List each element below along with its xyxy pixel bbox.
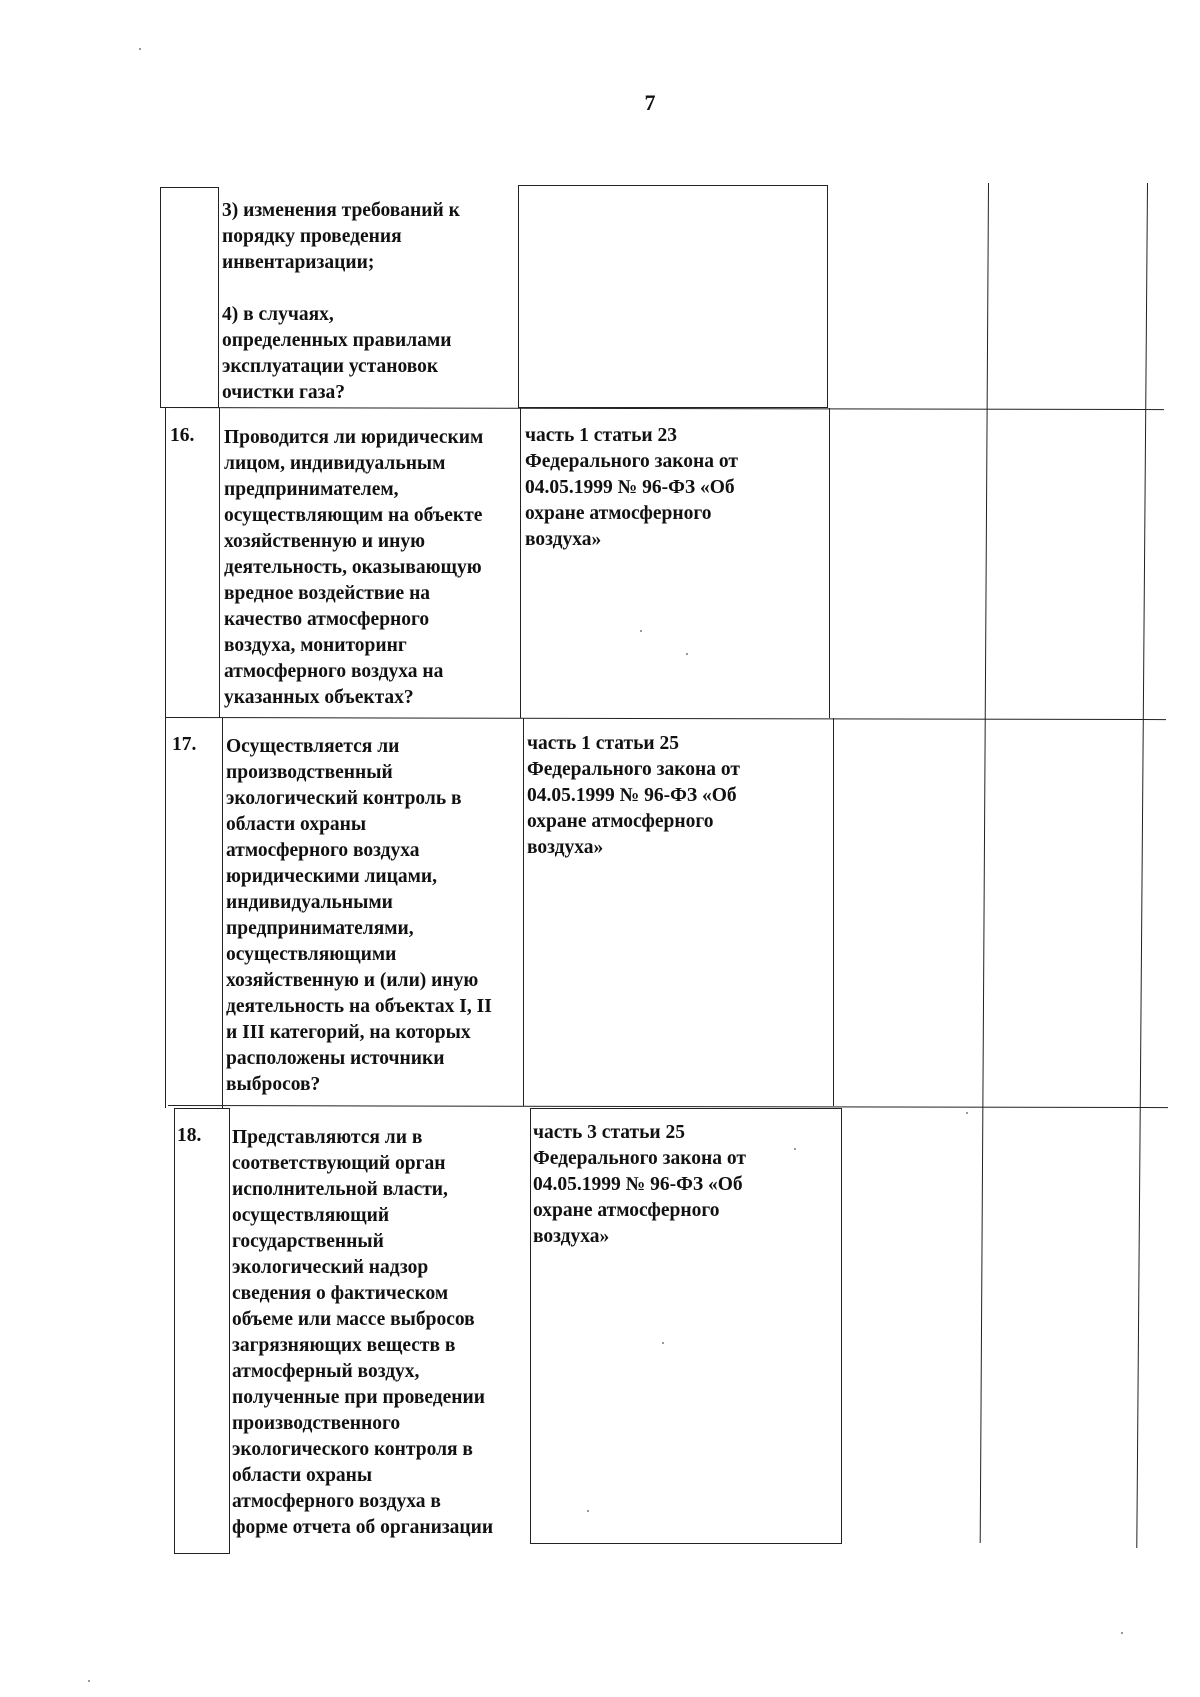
reference-cell: [518, 185, 828, 408]
row-number: 18.: [177, 1125, 202, 1146]
row-number: 16.: [170, 425, 195, 446]
legal-reference: часть 1 статьи 23 Федерального закона от 04.05.1999 № 96-ФЗ «Об охране атмосферного воздуха»: [525, 425, 738, 550]
question-text: Представляются ли в соответствующий орган исполнительной власти, осуществляющий государственный экологический надзор сведения о фактическом объеме или массе выбросов загрязняющих веществ в атмосферный воздух, полученные при проведении производственного экологического контроля в области охраны атмосферного воздуха в форме отчета об организации: [232, 1127, 494, 1538]
number-cell: [174, 1108, 230, 1554]
legal-reference: часть 3 статьи 25 Федерального закона от 04.05.1999 № 96-ФЗ «Об охране атмосферного воздуха»: [533, 1122, 746, 1247]
question-text: Осуществляется ли производственный экологический контроль в области охраны атмосферного воздуха юридическими лицами, индивидуальными предпринимателями, осуществляющими хозяйственную и (или) иную деятельность на объектах I, II и III категорий, на которых расположены источники выбросов?: [226, 736, 492, 1095]
question-text: 3) изменения требований к порядку проведения инвентаризации; 4) в случаях, определенных правилами эксплуатации установок очистки газа?: [222, 200, 460, 403]
question-text: Проводится ли юридическим лицом, индивидуальным предпринимателем, осуществляющим на объекте хозяйственную и иную деятельность, оказывающую вредное воздействие на качество атмосферного воздуха, мониторинг атмосферного воздуха на указанных объектах?: [224, 427, 484, 708]
number-cell: [160, 187, 219, 408]
row-number: 17.: [172, 734, 197, 755]
legal-reference: часть 1 статьи 25 Федерального закона от 04.05.1999 № 96-ФЗ «Об охране атмосферного воздуха»: [527, 733, 740, 858]
page-number: 7: [644, 90, 656, 115]
